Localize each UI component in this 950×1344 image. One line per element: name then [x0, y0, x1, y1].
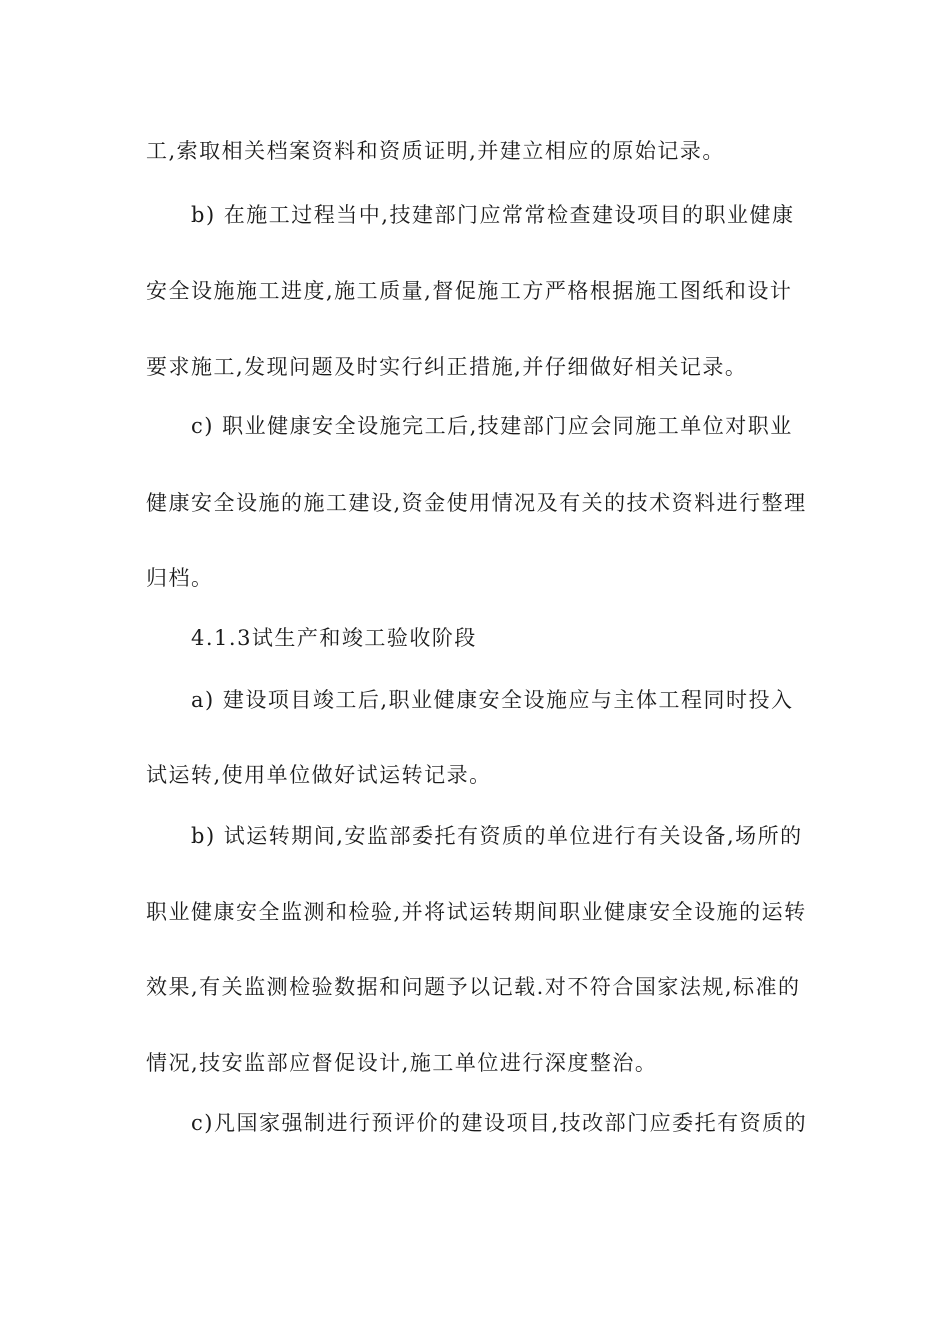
section-heading: 4.1.3试生产和竣工验收阶段: [191, 626, 477, 650]
paragraph-line: 试运转,使用单位做好试运转记录。: [146, 763, 492, 787]
paragraph-line: 情况,技安监部应督促设计,施工单位进行深度整治。: [146, 1051, 658, 1075]
paragraph-line: a) 建设项目竣工后,职业健康安全设施应与主体工程同时投入: [191, 688, 794, 712]
paragraph-line: c)凡国家强制进行预评价的建设项目,技改部门应委托有资质的: [191, 1111, 808, 1135]
paragraph-line: 效果,有关监测检验数据和问题予以记载.对不符合国家法规,标准的: [146, 975, 801, 999]
paragraph-line: 归档。: [146, 566, 214, 590]
paragraph-line: 职业健康安全监测和检验,并将试运转期间职业健康安全设施的运转: [146, 900, 807, 924]
paragraph-line: 安全设施施工进度,施工质量,督促施工方严格根据施工图纸和设计: [146, 279, 793, 303]
paragraph-line: b) 试运转期间,安监部委托有资质的单位进行有关设备,场所的: [191, 824, 803, 848]
paragraph-line: 健康安全设施的施工建设,资金使用情况及有关的技术资料进行整理: [146, 491, 807, 515]
paragraph-line: b) 在施工过程当中,技建部门应常常检查建设项目的职业健康: [191, 203, 795, 227]
paragraph-line: c) 职业健康安全设施完工后,技建部门应会同施工单位对职业: [191, 414, 793, 438]
paragraph-line: 要求施工,发现问题及时实行纠正措施,并仔细做好相关记录。: [146, 355, 748, 379]
paragraph-line: 工,索取相关档案资料和资质证明,并建立相应的原始记录。: [146, 139, 725, 163]
